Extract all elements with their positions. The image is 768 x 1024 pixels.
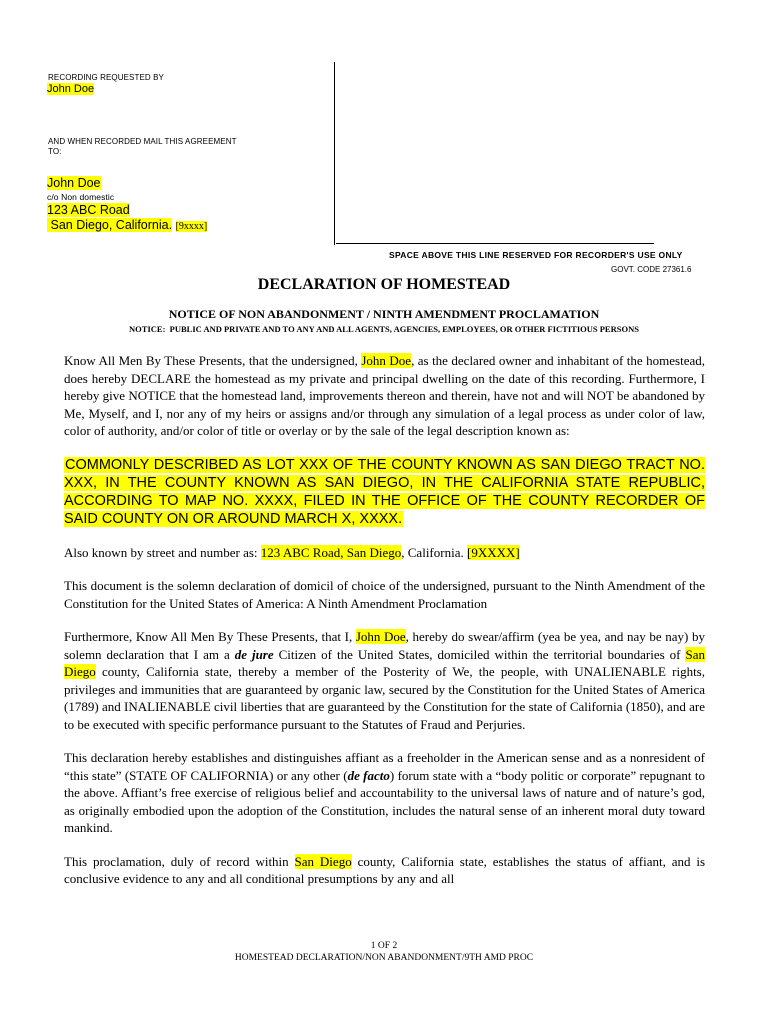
paragraph-freeholder: This declaration hereby establishes and distinguishes affiant as a freeholder in the American sense and as a nonresident of “this state” (STATE OF CALIFORNIA) or any other (de facto) forum state with a “body politic or corporate” repugnant to the above. Affiant’s free exercise of religious belief and accountability to the universal laws of nature and of nature’s god, as originally embodied upon the adoption of the Constitution, includes the natural sense of an inherent moral duty toward mankind. xyxy=(64,750,705,835)
paragraph-citizen: Furthermore, Know All Men By These Presents, that I, John Doe, hereby do swear/affirm (yea be yea, and nay be nay) by solemn declaration that I am a de jure Citizen of the United States, domiciled within the territorial boundaries of San Diego county, California state, thereby a member of the Posterity of We, the people, with UNALIENABLE rights, privileges and immunities that are guaranteed by organic law, secured by the Constitution for the United States of America (1789) and INALIENABLE civil liberties that are guaranteed by the Constitution for the state of California (1850), and are to be executed with specific performance pursuant to the Statutes of Fraud and Perjuries. xyxy=(64,629,705,732)
recorder-space-line xyxy=(336,243,654,244)
footer-title: HOMESTEAD DECLARATION/NON ABANDONMENT/9TH AMD PROC xyxy=(234,953,534,963)
paragraph-street-address: Also known by street and number as: 123 ABC Road, San Diego, California. [9XXXX] xyxy=(64,544,520,560)
mail-address-block xyxy=(47,176,207,234)
mail-zip: [9xxxx] xyxy=(175,221,208,232)
paragraph-domicil: This document is the solemn declaration of domicil of choice of the undersigned, pursuant to the Ninth Amendment of the Constitution for the United States of America: A Ninth Amendment Proclamation xyxy=(64,578,705,611)
recorder-reserved-notice: SPACE ABOVE THIS LINE RESERVED FOR RECORDER'S USE ONLY xyxy=(389,250,683,260)
mail-street: 123 ABC Road xyxy=(47,203,130,217)
paragraph-declaration: Know All Men By These Presents, that the undersigned, John Doe, as the declared owner and inhabitant of the homestead, does hereby DECLARE the homestead as my private and principal dwelling on the date of this recording. Furthermore, I hereby give NOTICE that the homestead land, improvements thereon and therein, have not and will NOT be abandoned by Me, Myself, and I, nor any of my heirs or assigns and/or through any simulation of a legal process as under color of law, color of authority, and/or color of title or overlay or by the sale of the legal description known as: xyxy=(64,353,705,438)
govt-code: GOVT. CODE 27361.6 xyxy=(611,265,692,274)
legal-description: COMMONLY DESCRIBED AS LOT XXX OF THE COUNTY KNOWN AS SAN DIEGO TRACT NO. XXX, IN THE COUNTY KNOWN AS SAN DIEGO, IN THE CALIFORNIA STATE REPUBLIC, ACCORDING TO MAP NO. XXXX, FILED IN THE OFFICE OF THE COUNTY RECORDER OF SAID COUNTY ON OR AROUND MARCH X, XXXX. xyxy=(64,456,705,527)
mail-city: San Diego, California. xyxy=(47,218,172,232)
document-body xyxy=(64,352,705,888)
header-divider-vertical xyxy=(334,62,335,245)
requester-name: John Doe xyxy=(47,83,95,95)
document-title: DECLARATION OF HOMESTEAD xyxy=(257,276,511,293)
notice-line: NOTICE: PUBLIC AND PRIVATE AND TO ANY AND ALL AGENTS, AGENCIES, EMPLOYEES, OR OTHER FICTITIOUS PERSONS xyxy=(129,324,639,334)
document-subtitle: NOTICE OF NON ABANDONMENT / NINTH AMENDMENT PROCLAMATION xyxy=(168,307,600,321)
mail-name: John Doe xyxy=(47,176,101,190)
paragraph-proclamation: This proclamation, duly of record within San Diego county, California state, establishes the status of affiant, and is conclusive evidence to any and all conditional presumptions by any and all xyxy=(64,853,706,886)
page-number: 1 OF 2 xyxy=(370,941,398,951)
recording-requested-by-label: RECORDING REQUESTED BY xyxy=(48,73,164,82)
mail-to-label: AND WHEN RECORDED MAIL THIS AGREEMENT TO: xyxy=(48,137,237,156)
mail-co: c/o Non domestic xyxy=(47,192,115,202)
